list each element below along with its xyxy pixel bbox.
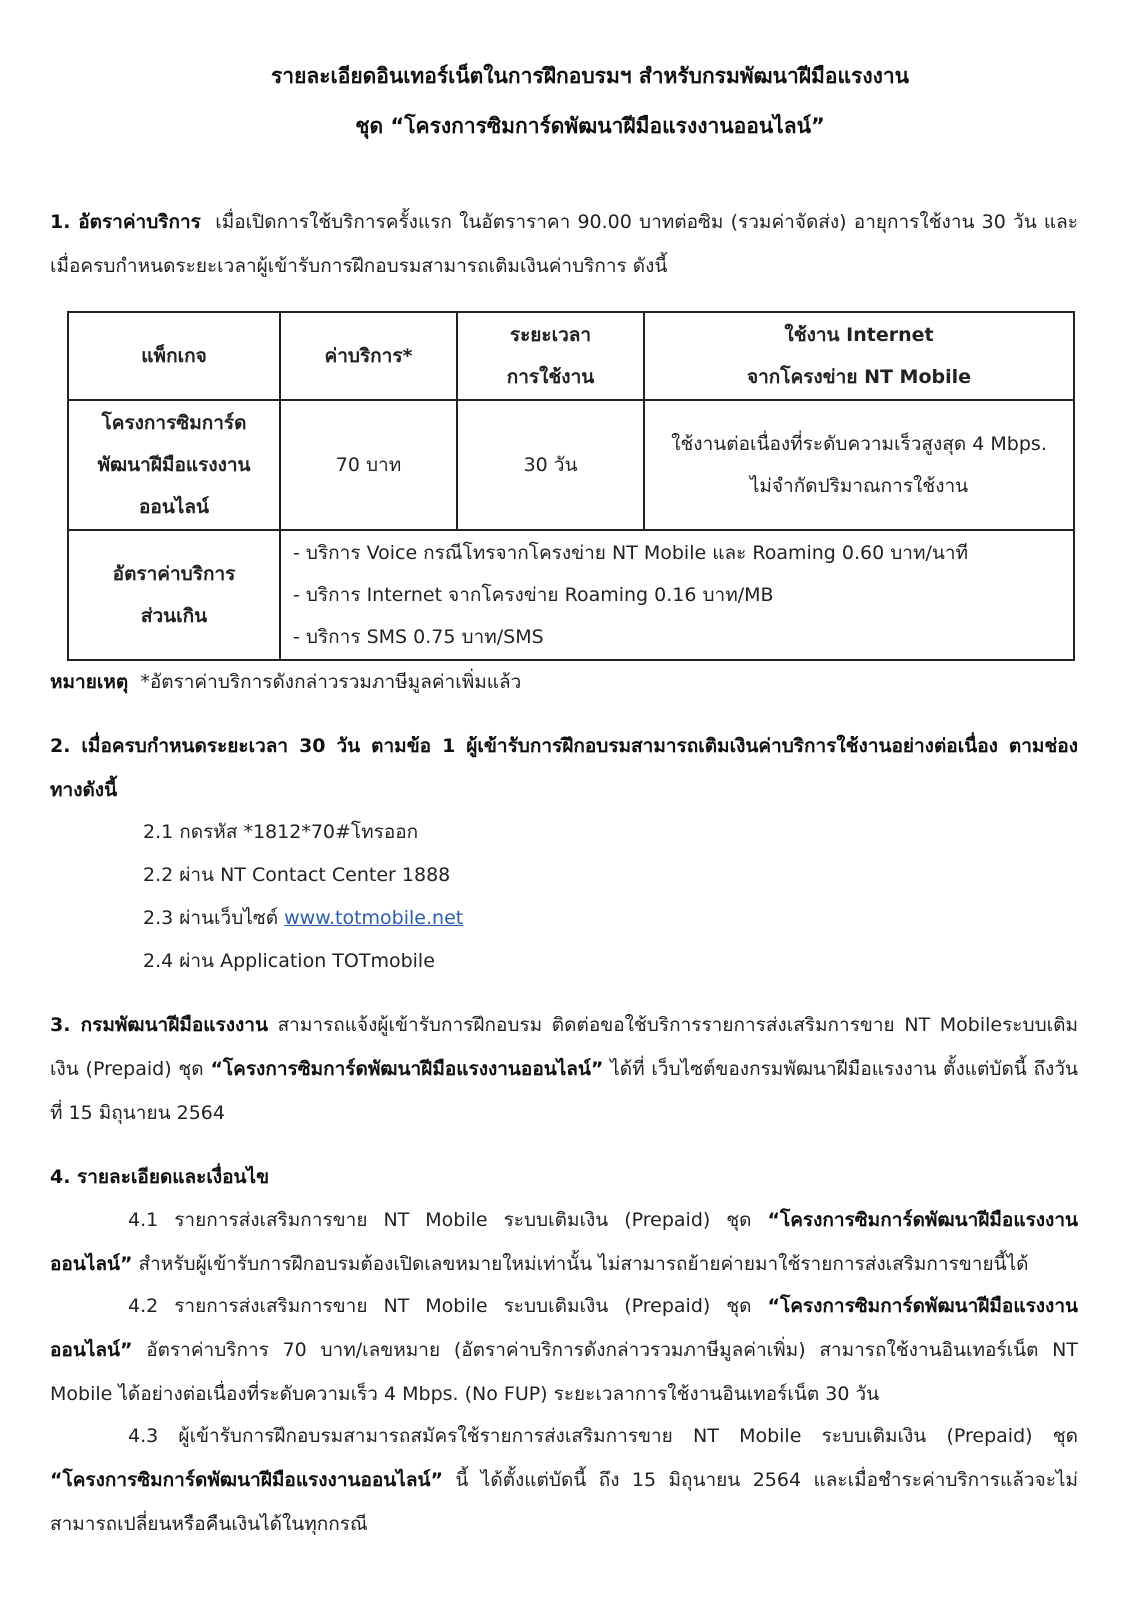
section-4-3-program-name: “โครงการซิมการ์ดพัฒนาฝีมือแรงงานออนไลน์” — [50, 1469, 443, 1491]
row2-label — [68, 530, 280, 660]
section-4-2-program-name: “โครงการซิมการ์ดพัฒนาฝีมือแรงงานออนไลน์” — [50, 1295, 1078, 1361]
section-3-text-a: สามารถแจ้งผู้เข้ารับการฝึกอบรม ติดต่อขอใช้บริการรายการส่งเสริมการขาย NT Mobileระบบเติมเงิน (Prepaid) ชุด — [50, 1014, 1078, 1080]
row2-label-line1: อัตราค่าบริการ — [112, 563, 236, 585]
table-row — [68, 400, 1074, 530]
section-4-3-text-b: นี้ ได้ตั้งแต่บัดนี้ ถึง 15 มิถุนายน 2564 และเมื่อชำระค่าบริการแล้วจะไม่สามารถเปลี่ยนหรือคืนเงินได้ในทุกกรณี — [50, 1469, 1078, 1535]
section-4-1-text-a: 4.1 รายการส่งเสริมการขาย NT Mobile ระบบเติมเงิน (Prepaid) ชุด — [128, 1209, 768, 1231]
section-4-1-program-name: “โครงการซิมการ์ดพัฒนาฝีมือแรงงานออนไลน์” — [50, 1209, 1078, 1275]
row2-label-line2: ส่วนเกิน — [140, 605, 208, 627]
header-internet — [644, 312, 1074, 400]
row1-package-line3: ออนไลน์ — [139, 496, 209, 518]
section-2-heading: 2. เมื่อครบกำหนดระยะเวลา 30 วัน ตามข้อ 1 ผู้เข้ารับการฝึกอบรมสามารถเติมเงินค่าบริการใช้งานอย่างต่อเนื่อง ตามช่องทางดังนี้ — [50, 735, 1078, 801]
note-label: หมายเหตุ — [50, 671, 129, 693]
document-title-line1: รายละเอียดอินเทอร์เน็ตในการฝึกอบรมฯ สำหรับกรมพัฒนาฝีมือแรงงาน — [271, 64, 909, 88]
row1-internet-line2: ไม่จำกัดปริมาณการใช้งาน — [749, 475, 969, 497]
row2-items — [280, 530, 1074, 660]
section-2-item-1: 2.1 กดรหัส *1812*70#โทรออก — [143, 821, 419, 843]
section-1-rates — [50, 200, 1078, 288]
section-3 — [50, 1003, 1078, 1135]
header-internet-line1: ใช้งาน Internet — [784, 324, 934, 346]
section-3-text-b: ได้ที่ เว็บไซต์ของกรมพัฒนาฝีมือแรงงาน ตั้งแต่บัดนี้ ถึงวันที่ 15 มิถุนายน 2564 — [50, 1058, 1078, 1124]
section-1-heading: 1. อัตราค่าบริการ — [50, 211, 201, 233]
row1-package-line1: โครงการซิมการ์ด — [101, 412, 247, 434]
totmobile-link[interactable]: www.totmobile.net — [284, 907, 464, 929]
row1-internet — [644, 400, 1074, 530]
rates-table — [67, 311, 1075, 661]
header-duration-line2: การใช้งาน — [506, 366, 595, 388]
section-4-1-text-b: สำหรับผู้เข้ารับการฝึกอบรมต้องเปิดเลขหมายใหม่เท่านั้น ไม่สามารถย้ายค่ายมาใช้รายการส่งเสริมการขายนี้ได้ — [132, 1253, 1029, 1275]
section-4-item-3 — [50, 1414, 1078, 1546]
section-4-heading: 4. รายละเอียดและเงื่อนไข — [50, 1166, 270, 1188]
section-4-2-text-a: 4.2 รายการส่งเสริมการขาย NT Mobile ระบบเติมเงิน (Prepaid) ชุด — [128, 1295, 768, 1317]
row2-item-voice: - บริการ Voice กรณีโทรจากโครงข่าย NT Mobile และ Roaming 0.60 บาท/นาที — [293, 542, 969, 564]
section-4-item-1 — [50, 1198, 1078, 1286]
table-header-row — [68, 312, 1074, 400]
table-row — [68, 530, 1074, 660]
note-text: *อัตราค่าบริการดังกล่าวรวมภาษีมูลค่าเพิ่มแล้ว — [140, 671, 522, 693]
section-4-3-text-a: 4.3 ผู้เข้ารับการฝึกอบรมสามารถสมัครใช้รายการส่งเสริมการขาย NT Mobile ระบบเติมเงิน (Prepaid) ชุด — [128, 1425, 1078, 1447]
row1-price: 70 บาท — [280, 400, 457, 530]
header-package: แพ็กเกจ — [68, 312, 280, 400]
header-internet-line2: จากโครงข่าย NT Mobile — [746, 366, 972, 388]
document-title-line2: ชุด “โครงการซิมการ์ดพัฒนาฝีมือแรงงานออนไลน์” — [355, 114, 825, 138]
section-4-2-text-b: อัตราค่าบริการ 70 บาท/เลขหมาย (อัตราค่าบริการดังกล่าวรวมภาษีมูลค่าเพิ่ม) สามารถใช้งานอินเทอร์เน็ต NT Mobile ได้อย่างต่อเนื่องที่ระดับความเร็ว 4 Mbps. (No FUP) ระยะเวลาการใช้งานอินเทอร์เน็ต 30 วัน — [50, 1339, 1078, 1405]
section-2-item-2: 2.2 ผ่าน NT Contact Center 1888 — [143, 864, 451, 886]
row2-item-internet: - บริการ Internet จากโครงข่าย Roaming 0.16 บาท/MB — [293, 584, 774, 606]
row1-duration: 30 วัน — [457, 400, 644, 530]
section-4-item-2 — [50, 1284, 1078, 1416]
header-duration — [457, 312, 644, 400]
section-3-program-name: “โครงการซิมการ์ดพัฒนาฝีมือแรงงานออนไลน์” — [210, 1058, 604, 1080]
note — [50, 660, 1078, 704]
section-1-text: เมื่อเปิดการใช้บริการครั้งแรก ในอัตราราคา 90.00 บาทต่อซิม (รวมค่าจัดส่ง) อายุการใช้งาน 30 วัน และเมื่อครบกำหนดระยะเวลาผู้เข้ารับการฝึกอบรมสามารถเติมเงินค่าบริการ ดังนี้ — [50, 211, 1078, 277]
header-duration-line1: ระยะเวลา — [509, 324, 592, 346]
section-2-item-3-prefix: 2.3 ผ่านเว็บไซต์ — [143, 907, 285, 929]
row1-internet-line1: ใช้งานต่อเนื่องที่ระดับความเร็วสูงสุด 4 Mbps. — [671, 433, 1047, 455]
header-price: ค่าบริการ* — [280, 312, 457, 400]
row2-item-sms: - บริการ SMS 0.75 บาท/SMS — [293, 626, 544, 648]
section-2-item-4: 2.4 ผ่าน Application TOTmobile — [143, 950, 435, 972]
row1-package — [68, 400, 280, 530]
section-2-item-3 — [143, 896, 463, 940]
section-3-heading: 3. กรมพัฒนาฝีมือแรงงาน — [50, 1014, 268, 1036]
row1-package-line2: พัฒนาฝีมือแรงงาน — [97, 454, 251, 476]
